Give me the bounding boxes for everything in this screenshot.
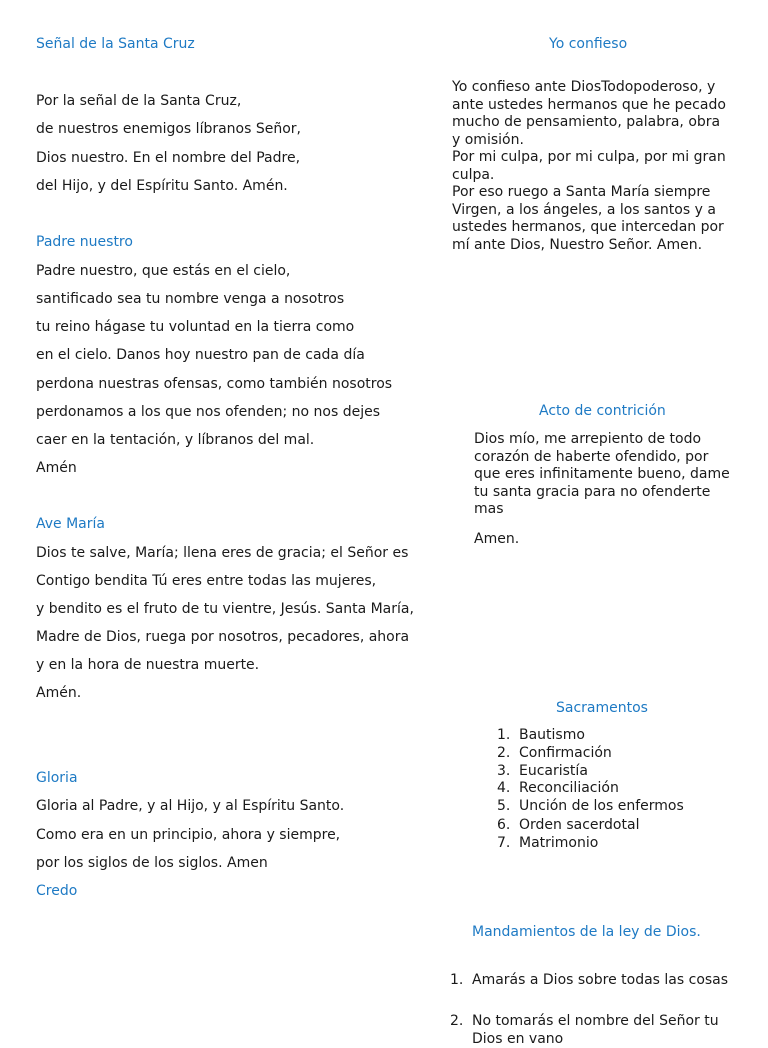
mandamientos-title: Mandamientos de la ley de Dios.	[472, 924, 701, 940]
list-item-text: Confirmación	[519, 745, 612, 761]
ave-title: Ave María	[36, 516, 105, 532]
confieso-paragraph: Por eso ruego a Santa María siempre Virgen, a los ángeles, a los santos y a ustedes hermanos, que intercedan por mí ante Dios, Nuestro Señor. Amen.	[452, 184, 724, 253]
list-item	[497, 817, 639, 835]
senal-title: Señal de la Santa Cruz	[36, 36, 195, 52]
ave-line: Madre de Dios, ruega por nosotros, pecadores, ahora	[36, 629, 410, 645]
gloria-line: por los siglos de los siglos. Amen	[36, 855, 268, 871]
gloria-line: Como era en un principio, ahora y siempre,	[36, 827, 341, 843]
contricion-title: Acto de contrición	[539, 403, 666, 419]
list-item	[450, 972, 740, 990]
senal-line: Por la señal de la Santa Cruz,	[36, 93, 242, 109]
gloria-line: Gloria al Padre, y al Hijo, y al Espíritu Santo.	[36, 798, 345, 814]
senal-line: Dios nuestro. En el nombre del Padre,	[36, 150, 301, 166]
padre-title: Padre nuestro	[36, 234, 133, 250]
list-item-number: 1.	[497, 727, 511, 743]
list-item	[497, 727, 585, 745]
padre-line: perdona nuestras ofensas, como también nosotros	[36, 376, 393, 392]
list-item-text: Eucaristía	[519, 763, 588, 779]
ave-line: y bendito es el fruto de tu vientre, Jesús. Santa María,	[36, 601, 414, 617]
ave-line: y en la hora de nuestra muerte.	[36, 657, 260, 673]
senal-line: del Hijo, y del Espíritu Santo. Amén.	[36, 178, 288, 194]
senal-line: de nuestros enemigos líbranos Señor,	[36, 121, 302, 137]
padre-line: Amén	[36, 460, 77, 476]
padre-line: santificado sea tu nombre venga a nosotros	[36, 291, 345, 307]
list-item-number: 4.	[497, 780, 511, 796]
ave-line: Amén.	[36, 685, 82, 701]
ave-line: Contigo bendita Tú eres entre todas las mujeres,	[36, 573, 377, 589]
list-item-number: 5.	[497, 798, 511, 814]
gloria-title: Gloria	[36, 770, 78, 786]
padre-line: en el cielo. Danos hoy nuestro pan de cada día	[36, 347, 365, 363]
list-item-number: 2.	[450, 1013, 464, 1029]
confieso-paragraph: Por mi culpa, por mi culpa, por mi gran culpa.	[452, 149, 726, 183]
list-item-text: Amarás a Dios sobre todas las cosas	[472, 972, 729, 988]
list-item-number: 1.	[450, 972, 464, 988]
list-item	[497, 798, 684, 816]
confieso-body	[452, 79, 732, 254]
padre-line: tu reino hágase tu voluntad en la tierra como	[36, 319, 355, 335]
list-item-text: Orden sacerdotal	[519, 817, 640, 833]
list-item-text: Unción de los enfermos	[519, 798, 684, 814]
padre-line: caer en la tentación, y líbranos del mal.	[36, 432, 315, 448]
list-item-text: Matrimonio	[519, 835, 599, 851]
list-item	[497, 780, 619, 798]
list-item-text: Bautismo	[519, 727, 585, 743]
padre-line: perdonamos a los que nos ofenden; no nos dejes	[36, 404, 380, 420]
list-item-number: 6.	[497, 817, 511, 833]
padre-line: Padre nuestro, que estás en el cielo,	[36, 263, 291, 279]
confieso-title: Yo confieso	[549, 36, 628, 52]
list-item-number: 2.	[497, 745, 511, 761]
list-item-text: Reconciliación	[519, 780, 619, 796]
list-item-number: 3.	[497, 763, 511, 779]
contricion-body: Dios mío, me arrepiento de todo corazón de haberte ofendido, por que eres infinitamente bueno, dame tu santa gracia para no ofenderte mas	[474, 431, 730, 517]
confieso-paragraph: Yo confieso ante DiosTodopoderoso, y ante ustedes hermanos que he pecado mucho de pensamiento, palabra, obra y omisión.	[452, 79, 726, 148]
list-item	[497, 763, 588, 781]
list-item-text: No tomarás el nombre del Señor tu Dios en vano	[472, 1013, 719, 1047]
list-item	[497, 745, 612, 763]
sacramentos-title: Sacramentos	[556, 700, 648, 716]
list-item	[497, 835, 598, 853]
list-item-number: 7.	[497, 835, 511, 851]
list-item	[450, 1013, 740, 1048]
credo-title: Credo	[36, 883, 78, 899]
ave-line: Dios te salve, María; llena eres de gracia; el Señor es	[36, 545, 409, 561]
contricion-amen: Amen.	[474, 531, 520, 547]
